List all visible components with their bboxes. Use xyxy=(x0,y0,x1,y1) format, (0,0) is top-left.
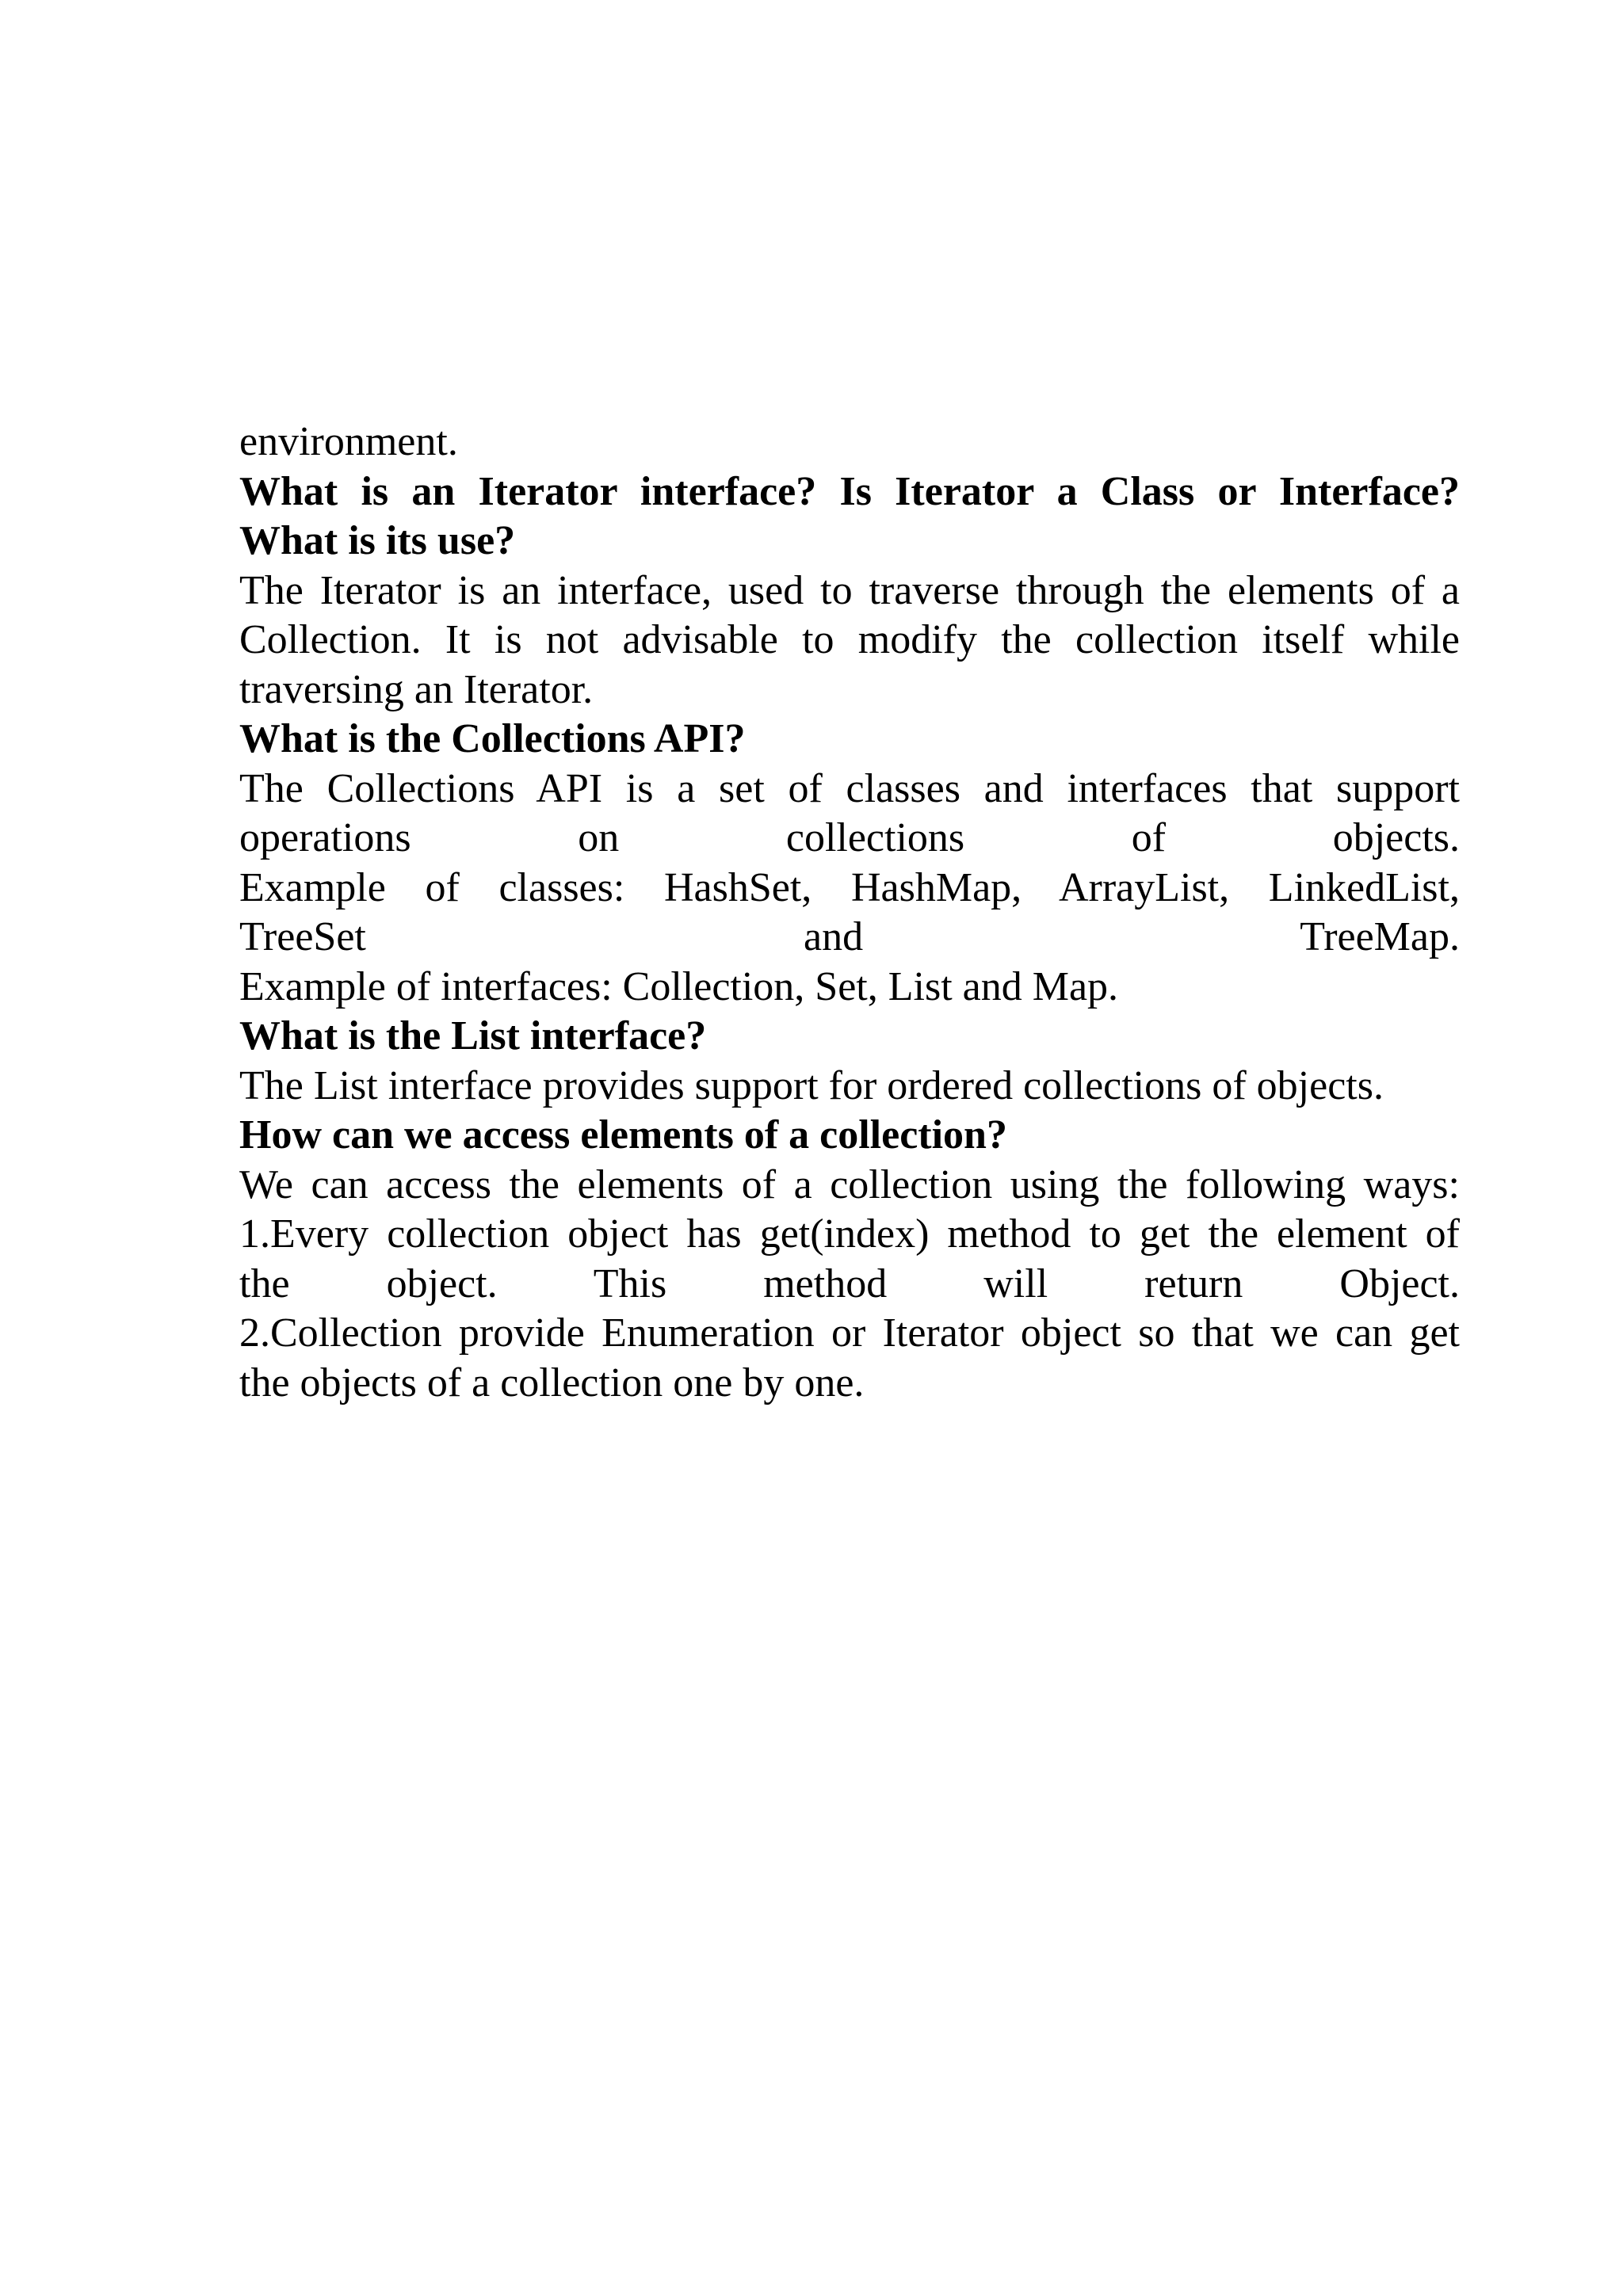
heading-line: What is its use? xyxy=(239,518,516,563)
heading-line: What is the Collections API? xyxy=(239,716,746,761)
section-heading-iterator xyxy=(239,467,1460,566)
body-line: operations on collections of objects. xyxy=(239,815,1460,860)
section-body-iterator xyxy=(239,566,1460,715)
body-line: the objects of a collection one by one. xyxy=(239,1360,865,1405)
body-line: traversing an Iterator. xyxy=(239,666,594,712)
continuation-text xyxy=(239,418,1460,467)
page-content xyxy=(239,418,1460,1408)
section-heading-access-elements xyxy=(239,1111,1460,1161)
section-body-collections-api xyxy=(239,765,1460,1013)
heading-line: What is an Iterator interface? Is Iterator a Class or Interface? xyxy=(239,468,1460,514)
body-line: Example of interfaces: Collection, Set, List and Map. xyxy=(239,963,1119,1009)
section-body-access-elements xyxy=(239,1161,1460,1409)
body-line: Example of classes: HashSet, HashMap, ArrayList, LinkedList, xyxy=(239,864,1460,910)
heading-line: How can we access elements of a collection? xyxy=(239,1112,1007,1158)
body-line: TreeSet and TreeMap. xyxy=(239,914,1460,959)
body-line: 2.Collection provide Enumeration or Iterator object so that we can get xyxy=(239,1310,1460,1356)
body-line: The Collections API is a set of classes and interfaces that support xyxy=(239,765,1460,811)
body-line: The Iterator is an interface, used to traverse through the elements of a xyxy=(239,567,1460,613)
body-line: We can access the elements of a collection using the following ways: xyxy=(239,1161,1460,1207)
body-line: Collection. It is not advisable to modify the collection itself while xyxy=(239,617,1460,662)
section-body-list-interface xyxy=(239,1062,1460,1112)
heading-line: What is the List interface? xyxy=(239,1013,707,1058)
continuation-line: environment. xyxy=(239,419,458,464)
section-heading-collections-api xyxy=(239,715,1460,765)
body-line: the object. This method will return Object. xyxy=(239,1261,1460,1306)
section-heading-list-interface xyxy=(239,1012,1460,1062)
body-line: The List interface provides support for ordered collections of objects. xyxy=(239,1062,1384,1108)
body-line: 1.Every collection object has get(index) method to get the element of xyxy=(239,1211,1460,1257)
